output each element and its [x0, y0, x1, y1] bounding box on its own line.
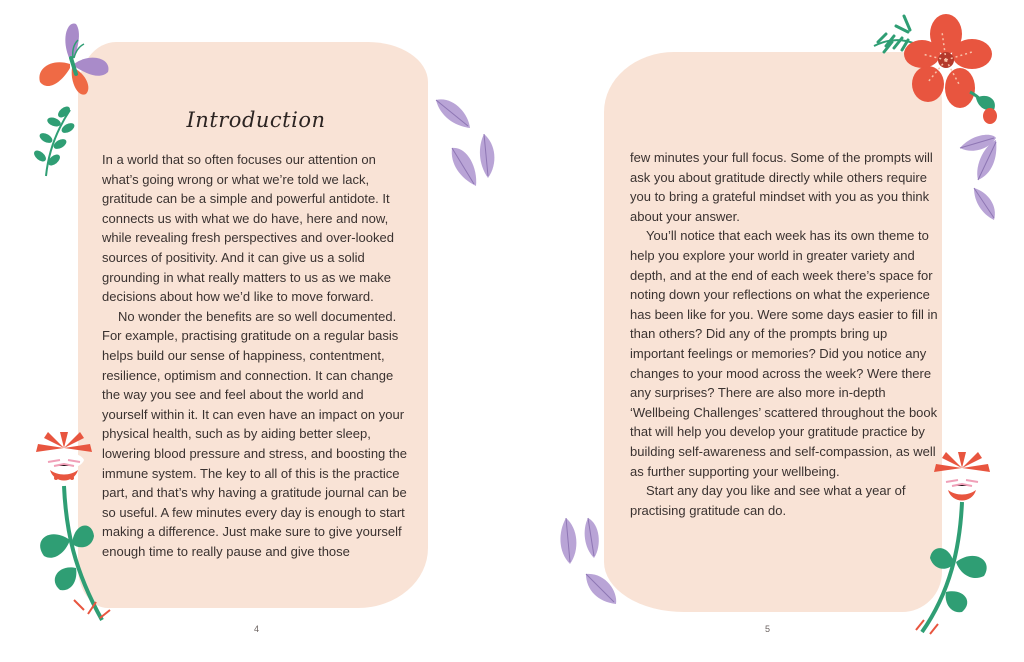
paragraph: Start any day you like and see what a year of practising gratitude can do. — [630, 483, 906, 518]
body-text — [630, 148, 942, 520]
butterfly-icon — [30, 18, 120, 108]
paragraph: In a world that so often focuses our attention on what’s going wrong or what we’re told we lack, gratitude can be a simple and powerful antidote. It connects us with what we do have, here and now, while revealing fresh perspectives and over-looked sources of positivity. And it can give us a solid grounding in what really matters to us as we make decisions about how we’d like to move forward. — [102, 152, 394, 305]
page-number: 5 — [765, 624, 771, 634]
body-text — [102, 150, 412, 561]
paragraph: No wonder the benefits are so well documented. For example, practising gratitude on a regular basis helps build our sense of happiness, contentment, resilience, optimism and connection. It can change the way you see and feel about the world and yourself within it. It can even have an impact on your physical health, such as by aiding better sleep, lowering blood pressure and stress, and boosting the immune system. The key to all of this is the practice part, and that’s why having a gratitude journal can be so useful. A few minutes every day is enough to start making a difference. Just make sure to give yourself enough time to really pause and give those — [102, 308, 407, 559]
paragraph: few minutes your full focus. Some of the prompts will ask you about gratitude directly while others require you to bring a grateful mindset with you as you think about your answer. — [630, 150, 933, 224]
right-page — [512, 0, 1024, 662]
paragraph: You’ll notice that each week has its own theme to help you explore your world in greater variety and depth, and at the end of each week there’s space for noting down your reflections on what the experience has been like for you. Were some days easier to fill in than others? Did any of the prompts bring up important feelings or memories? Did you notice any changes to your mood across the week? Were there any surprises? There are also more in-depth ‘Wellbeing Challenges’ scattered throughout the book that will help you develop your gratitude practice by building self-awareness and self-compassion, as well as further supporting your wellbeing. — [630, 228, 938, 479]
coral-flower-icon — [874, 12, 1014, 132]
page-title: Introduction — [186, 108, 326, 132]
page-number: 4 — [254, 624, 260, 634]
purple-leaf-icon — [952, 124, 1016, 224]
purple-leaf-icon — [552, 514, 632, 614]
